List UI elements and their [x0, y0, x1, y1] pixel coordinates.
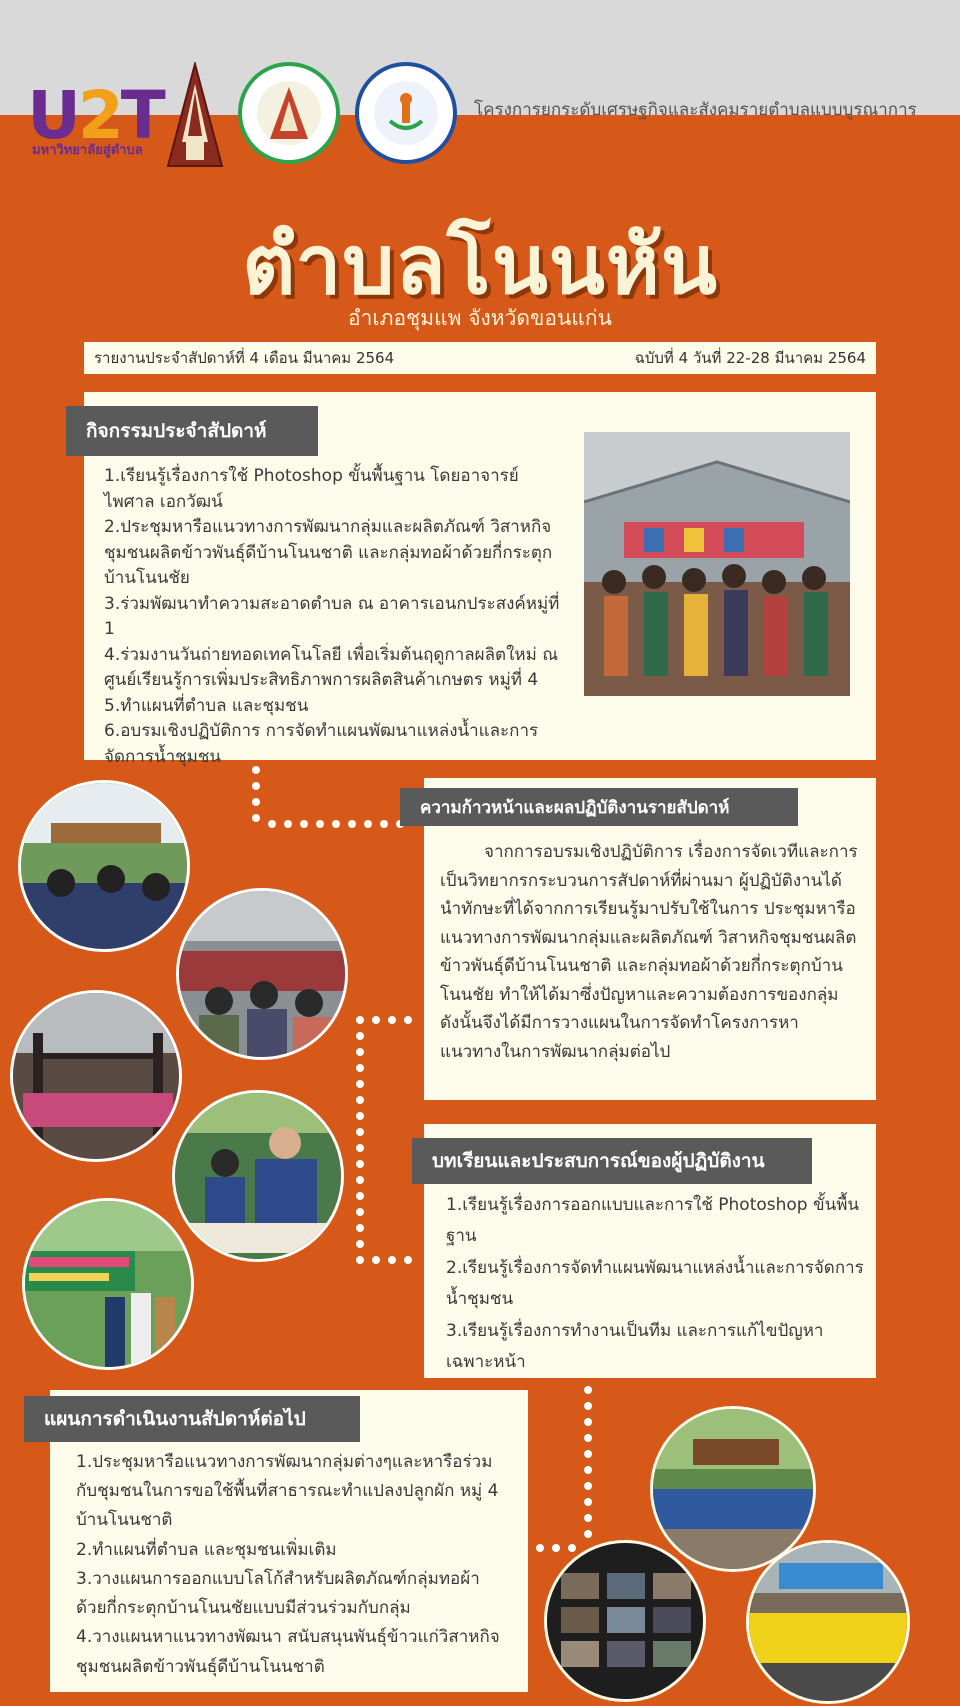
list-item: 3.วางแผนการออกแบบโลโก้สำหรับผลิตภัณฑ์กลุ่มทอผ้าด้วยกี่กระตุกบ้านโนนชัยแบบมีส่วนร่วมกับกลุ่ม: [76, 1568, 480, 1619]
meeting-photo: [18, 780, 190, 952]
report-week: รายงานประจำสัปดาห์ที่ 4 เดือน มีนาคม 2564: [94, 349, 395, 367]
kku-emblem-logo: [164, 62, 226, 170]
list-item: 4.ร่วมงานวันถ่ายทอดเทคโนโลยี เพื่อเริ่มต้นฤดูกาลผลิตใหม่ ณ ศูนย์เรียนรู้การเพิ่มประสิทธิภาพการผลิตสินค้าเกษตร หมู่ที่ 4: [104, 644, 558, 690]
list-item: 4.วางแผนหาแนวทางพัฒนา สนับสนุนพันธุ์ข้าวแก่วิสาหกิจชุมชนผลิตข้าวพันธุ์ดีบ้านโนนชาติ: [76, 1627, 500, 1677]
group-photo: [584, 432, 850, 696]
faculty-logo: [238, 62, 340, 164]
activities-list: [104, 464, 572, 770]
weaving-loom-photo: [10, 990, 182, 1162]
page-subtitle: อำเภอชุมแพ จังหวัดขอนแก่น: [348, 306, 612, 330]
u2t-logo-subtext: มหาวิทยาลัยสู่ตำบล: [32, 143, 143, 158]
video-call-photo: [544, 1540, 706, 1702]
list-item: 6.อบรมเชิงปฏิบัติการ การจัดทำแผนพัฒนาแหล่งน้ำและการจัดการน้ำชุมชน: [104, 721, 539, 767]
u2t-logo: U2T มหาวิทยาลัยสู่ตำบล: [27, 76, 163, 158]
list-item: 1.เรียนรู้เรื่องการออกแบบและการใช้ Photoshop ขั้นพื้นฐาน: [446, 1195, 860, 1247]
team-group-photo: [650, 1406, 816, 1572]
plan-heading: แผนการดำเนินงานสัปดาห์ต่อไป: [24, 1396, 360, 1442]
mapping-photo: [172, 1090, 344, 1262]
report-issue: ฉบับที่ 4 วันที่ 22-28 มีนาคม 2564: [634, 349, 866, 367]
progress-text: จากการอบรมเชิงปฏิบัติการ เรื่องการจัดเวทีและการเป็นวิทยากรกระบวนการสัปดาห์ที่ผ่านมา ผู้ปฏิบัติงานได้นำทักษะที่ได้จากการเรียนรู้มาปรับใช้ในการ ประชุมหารือแนวทางการพัฒนากลุ่มและผลิตภัณฑ์ วิสาหกิจชุมชนผลิตข้าวพันธุ์ดีบ้านโนนชาติ และกลุ่มทอผ้าด้วยกี่กระตุกบ้านโนนชัย ทำให้ได้มาซึ่งปัญหาและความต้องการของกลุ่ม ดังนั้นจึงได้มีการวางแผนในการจัดทำโครงการหาแนวทางในการพัฒนากลุ่มต่อไป: [440, 842, 858, 1062]
volunteers-photo: [746, 1540, 910, 1704]
obt-logo: [355, 62, 457, 164]
lessons-list: [446, 1190, 866, 1379]
list-item: 1.เรียนรู้เรื่องการใช้ Photoshop ขั้นพื้นฐาน โดยอาจารย์ ไพศาล เอกวัฒน์: [104, 466, 519, 512]
project-name: โครงการยกระดับเศรษฐกิจและสังคมรายตำบลแบบบูรณาการ: [474, 100, 917, 120]
list-item: 2.ทำแผนที่ตำบล และชุมชนเพิ่มเติม: [76, 1539, 337, 1560]
progress-heading: ความก้าวหน้าและผลปฏิบัติงานรายสัปดาห์: [400, 788, 798, 826]
list-item: 5.ทำแผนที่ตำบล และชุมชน: [104, 695, 309, 716]
plan-list: [76, 1448, 508, 1682]
lessons-heading: บทเรียนและประสบการณ์ของผู้ปฏิบัติงาน: [412, 1138, 812, 1184]
page-title: ตำบลโนนหัน: [242, 217, 718, 313]
activities-heading: กิจกรรมประจำสัปดาห์: [66, 406, 318, 456]
list-item: 3.ร่วมพัฒนาทำความสะอาดตำบล ณ อาคารเอนกประสงค์หมู่ที่ 1: [104, 593, 560, 639]
list-item: 1.ประชุมหารือแนวทางการพัฒนากลุ่มต่างๆและหารือร่วมกับชุมชนในการขอใช้พื้นที่สาธารณะทำแปลงปลูกผัก หมู่ 4 บ้านโนนชาติ: [76, 1452, 499, 1531]
list-item: 3.เรียนรู้เรื่องการทำงานเป็นทีม และการแก้ไขปัญหาเฉพาะหน้า: [446, 1320, 824, 1373]
report-bar: [84, 342, 876, 374]
workshop-photo: [176, 888, 348, 1060]
event-banner-photo: [22, 1198, 194, 1370]
list-item: 2.ประชุมหารือแนวทางการพัฒนากลุ่มและผลิตภัณฑ์ วิสาหกิจชุมชนผลิตข้าวพันธุ์ดีบ้านโนนชาติ และกลุ่มทอผ้าด้วยกี่กระตุกบ้านโนนชัย: [104, 517, 553, 588]
list-item: 2.เรียนรู้เรื่องการจัดทำแผนพัฒนาแหล่งน้ำและการจัดการน้ำชุมชน: [446, 1257, 864, 1310]
